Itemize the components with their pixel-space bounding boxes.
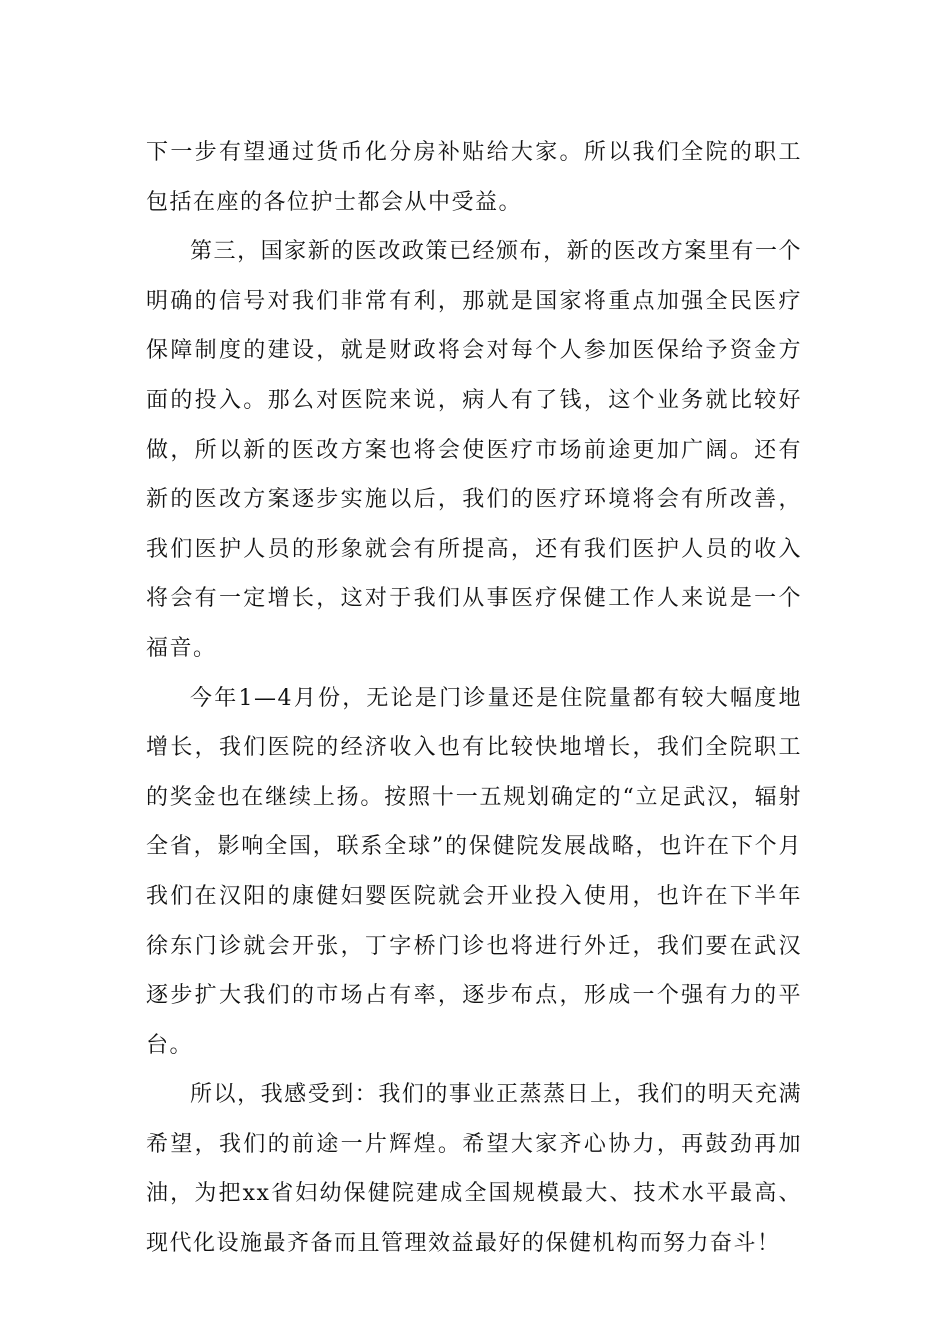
paragraph-conclusion: 所以，我感受到：我们的事业正蒸蒸日上，我们的明天充满希望，我们的前途一片辉煌。希望大家齐心协力，再鼓劲再加油，为把xx省妇幼保健院建成全国规模最大、技术水平最高、现代化设施最齐备而且管理效益最好的保健机构而努力奋斗！ — [146, 1082, 802, 1257]
paragraph-continuation: 下一步有望通过货币化分房补贴给大家。所以我们全院的职工包括在座的各位护士都会从中受益。 — [146, 140, 802, 215]
paragraph-third-point: 第三，国家新的医改政策已经颁布，新的医改方案里有一个明确的信号对我们非常有利，那就是国家将重点加强全民医疗保障制度的建设，就是财政将会对每个人参加医保给予资金方面的投入。那么对医院来说，病人有了钱，这个业务就比较好做，所以新的医改方案也将会使医疗市场前途更加广阔。还有新的医改方案逐步实施以后，我们的医疗环境将会有所改善，我们医护人员的形象就会有所提高，还有我们医护人员的收入将会有一定增长，这对于我们从事医疗保健工作人来说是一个福音。 — [146, 239, 802, 661]
document-body — [146, 128, 802, 1269]
paragraph-growth: 今年1—4月份，无论是门诊量还是住院量都有较大幅度地增长，我们医院的经济收入也有比较快地增长，我们全院职工的奖金也在继续上扬。按照十一五规划确定的“立足武汉，辐射全省，影响全国，联系全球”的保健院发展战略，也许在下个月我们在汉阳的康健妇婴医院就会开业投入使用，也许在下半年徐东门诊就会开张，丁字桥门诊也将进行外迁，我们要在武汉逐步扩大我们的市场占有率，逐步布点，形成一个强有力的平台。 — [146, 685, 802, 1058]
